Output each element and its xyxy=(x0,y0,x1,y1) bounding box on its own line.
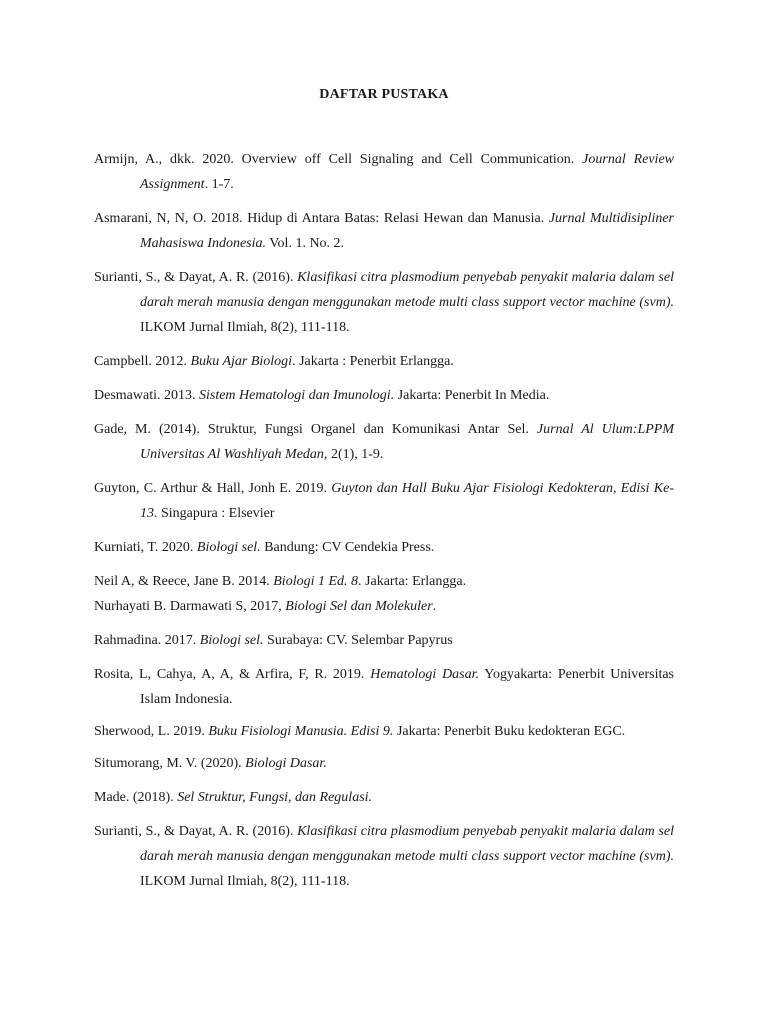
reference-italic-text: Buku Ajar Biologi xyxy=(190,354,293,369)
reference-text: Rahmadina. 2017. xyxy=(94,633,200,648)
reference-entry xyxy=(94,594,674,619)
reference-entry xyxy=(94,721,674,742)
reference-text: Jakarta: Penerbit Buku kedokteran EGC. xyxy=(393,724,626,739)
reference-text: Armijn, A., dkk. 2020. Overview off Cell Signaling and Cell Communication. xyxy=(94,152,583,167)
reference-text: Guyton, C. Arthur & Hall, Jonh E. 2019. xyxy=(94,481,332,496)
reference-text: Yogyakarta: Penerbit Universitas Islam Indonesia. xyxy=(140,667,675,707)
reference-entry xyxy=(94,417,674,467)
reference-italic-text: Biologi sel. xyxy=(196,540,261,555)
reference-text: Desmawati. 2013. xyxy=(94,388,199,403)
reference-text: . xyxy=(432,599,437,614)
reference-text: Kurniati, T. 2020. xyxy=(94,540,197,555)
reference-text: 2(1), 1-9. xyxy=(327,447,384,462)
reference-italic-text: Sel Struktur, Fungsi, dan Regulasi. xyxy=(177,790,373,805)
reference-italic-text: Sistem Hematologi dan Imunologi. xyxy=(198,388,395,403)
reference-text: Surianti, S., & Dayat, A. R. (2016). xyxy=(94,270,298,285)
reference-italic-text: Biologi Dasar. xyxy=(245,756,327,771)
reference-text: ILKOM Jurnal Ilmiah, 8(2), 111-118. xyxy=(140,874,350,889)
reference-italic-text: Biologi 1 Ed. 8 xyxy=(273,574,359,589)
reference-italic-text: Buku Fisiologi Manusia. Edisi 9. xyxy=(208,724,394,739)
reference-italic-text: Hematologi Dasar. xyxy=(370,667,480,682)
reference-entry xyxy=(94,383,674,408)
reference-text: . 1-7. xyxy=(204,177,234,192)
reference-entry xyxy=(94,819,674,894)
reference-entry xyxy=(94,751,674,776)
reference-text: Surianti, S., & Dayat, A. R. (2016). xyxy=(94,824,298,839)
reference-entry xyxy=(94,535,674,560)
reference-text: Rosita, L, Cahya, A, A, & Arfira, F, R. 2019. xyxy=(94,667,371,682)
reference-text: Surabaya: CV. Selembar Papyrus xyxy=(263,633,453,648)
reference-text: Neil A, & Reece, Jane B. 2014. xyxy=(94,574,274,589)
reference-text: ILKOM Jurnal Ilmiah, 8(2), 111-118. xyxy=(140,320,350,335)
reference-text: Jakarta: Penerbit In Media. xyxy=(394,388,550,403)
reference-entry xyxy=(94,349,674,374)
reference-italic-text: Klasifikasi citra plasmodium penyebab penyakit malaria dalam sel darah merah manusia dengan menggunakan metode multi class support vector machine (svm). xyxy=(140,270,674,310)
reference-text: Asmarani, N, N, O. 2018. Hidup di Antara Batas: Relasi Hewan dan Manusia. xyxy=(94,211,549,226)
reference-entry xyxy=(94,628,674,653)
reference-list xyxy=(94,147,674,903)
reference-italic-text: Biologi sel. xyxy=(199,633,264,648)
reference-text: Situmorang, M. V. (2020). xyxy=(94,756,246,771)
reference-text: Nurhayati B. Darmawati S, 2017, xyxy=(94,599,286,614)
reference-entry xyxy=(94,662,674,712)
reference-entry xyxy=(94,147,674,197)
reference-italic-text: Journal Review Assignment xyxy=(140,152,674,192)
reference-text: Made. (2018). xyxy=(94,790,178,805)
reference-entry xyxy=(94,265,674,340)
reference-text: Gade, M. (2014). Struktur, Fungsi Organel dan Komunikasi Antar Sel. xyxy=(94,422,537,437)
reference-text: Bandung: CV Cendekia Press. xyxy=(260,540,435,555)
reference-italic-text: Klasifikasi citra plasmodium penyebab penyakit malaria dalam sel darah merah manusia dengan menggunakan metode multi class support vector machine (svm). xyxy=(140,824,674,864)
reference-entry xyxy=(94,206,674,256)
reference-entry xyxy=(94,569,674,594)
reference-text: Vol. 1. No. 2. xyxy=(266,236,345,251)
reference-entry xyxy=(94,476,674,526)
page-title: DAFTAR PUSTAKA xyxy=(319,87,449,102)
reference-text: Campbell. 2012. xyxy=(94,354,191,369)
reference-text: Sherwood, L. 2019. xyxy=(94,724,209,739)
reference-italic-text: Jurnal Multidisipliner Mahasiswa Indonesia. xyxy=(140,211,674,251)
reference-text: . Jakarta : Penerbit Erlangga. xyxy=(292,354,454,369)
reference-italic-text: Jurnal Al Ulum:LPPM Universitas Al Washliyah Medan, xyxy=(140,422,674,462)
reference-italic-text: Guyton dan Hall Buku Ajar Fisiologi Kedokteran, Edisi Ke-13. xyxy=(140,481,674,521)
reference-text: . Jakarta: Erlangga. xyxy=(358,574,467,589)
reference-text: Singapura : Elsevier xyxy=(157,506,275,521)
reference-entry xyxy=(94,785,674,810)
reference-italic-text: Biologi Sel dan Molekuler xyxy=(285,599,433,614)
